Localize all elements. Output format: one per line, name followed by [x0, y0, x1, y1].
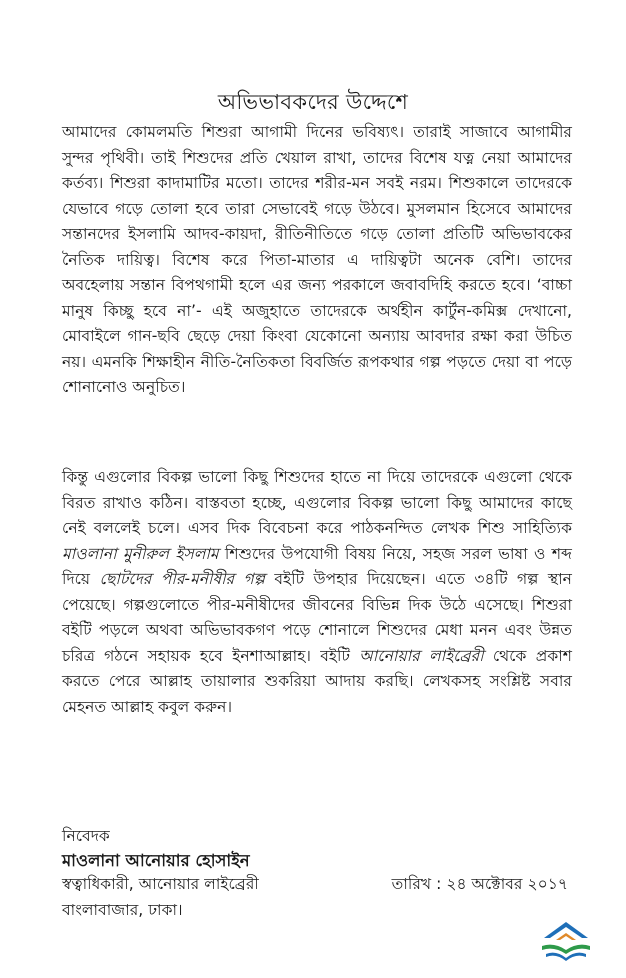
paragraph-2-part-3: বইটি উপহার দিয়েছেন। এতে ৩৪টি গল্প স্থান পেয়েছে। গল্পগুলোতে পীর-মনীষীদের জীবনের বিভিন্ন দিক উঠে এসেছে। শিশুরা বইটি পড়লে অথবা অভিভাবকগণ পড়ে শোনালে শিশুদের মেধা মনন এবং উন্নত চরিত্র গঠনে সহায়ক হবে ইনশাআল্লাহ। বইটি: [62, 570, 572, 665]
signature-role: স্বত্বাধিকারী, আনোয়ার লাইব্রেরী: [62, 875, 259, 893]
signature-label: নিবেদক: [62, 827, 110, 845]
logo-roof-inner: [556, 933, 576, 940]
paragraph-2-part-2: শিশুদের উপযোগী বিষয় নিয়ে, সহজ সরল ভাষা ও শব্দ দিয়ে: [62, 544, 573, 588]
paragraph-2-part-4: থেকে প্রকাশ করতে পেরে আল্লাহ তায়ালার শুকরিয়া আদায় করছি। লেখকসহ সংশ্লিষ্ট সবার মেহনত আল্লাহ কবুল করুন।: [62, 646, 572, 716]
paragraph-2: [62, 465, 572, 720]
publisher-logo-icon: [538, 918, 594, 964]
signature-name: মাওলানা আনোয়ার হোসাইন: [62, 851, 250, 870]
publisher-name: আনোয়ার লাইব্রেরী: [359, 646, 484, 665]
book-title: ছোটদের পীর-মনীষীর গল্প: [99, 570, 265, 588]
page-title: অভিভাবকদের উদ্দেশে: [217, 90, 409, 115]
logo-book-right: [566, 945, 590, 954]
author-name: মাওলানা মুনীরুল ইসলাম: [62, 544, 219, 563]
signature-address: বাংলাবাজার, ঢাকা।: [62, 901, 183, 919]
paragraph-2-part-1: কিন্তু এগুলোর বিকল্প ভালো কিছু শিশুদের হাতে না দিয়ে তাদেরকে এগুলো থেকে বিরত রাখাও কঠিন। বাস্তবতা হচ্ছে, এগুলোর বিকল্প ভালো কিছু আমাদের কাছে নেই বললেই চলে। এসব দিক বিবেচনা করে পাঠকনন্দিত লেখক শিশু সাহিত্যিক: [62, 468, 572, 537]
date: তারিখ : ২৪ অক্টোবর ২০১৭: [391, 875, 568, 893]
paragraph-1: আমাদের কোমলমতি শিশুরা আগামী দিনের ভবিষ্যৎ। তারাই সাজাবে আগামীর সুন্দর পৃথিবী। তাই শিশুদের প্রতি খেয়াল রাখা, তাদের বিশেষ যত্ন নেয়া আমাদের কর্তব্য। শিশুরা কাদামাটির মতো। তাদের শরীর-মন সবই নরম। শিশুকালে তাদেরকে যেভাবে গড়ে তোলা হবে তারা সেভাবেই গড়ে উঠবে। মুসলমান হিসেবে আমাদের সন্তানদের ইসলামি আদব-কায়দা, রীতিনীতিতে গড়ে তোলা প্রতিটি অভিভাবকের নৈতিক দায়িত্ব। বিশেষ করে পিতা-মাতার এ দায়িত্বটা অনেক বেশি। তাদের অবহেলায় সন্তান বিপথগামী হলে এর জন্য পরকালে জবাবদিহি করতে হবে। ‘বাচ্চা মানুষ কিচ্ছু হবে না’- এই অজুহাতে তাদেরকে অর্থহীন কার্টুন-কমিক্স দেখানো, মোবাইলে গান-ছবি ছেড়ে দেয়া কিংবা যেকোনো অন্যায় আবদার রক্ষা করা উচিত নয়। এমনকি শিক্ষাহীন নীতি-নৈতিকতা বিবর্জিত রূপকথার গল্প পড়তে দেয়া বা পড়ে শোনানোও অনুচিত।: [62, 123, 572, 396]
logo-book-left: [542, 945, 566, 954]
